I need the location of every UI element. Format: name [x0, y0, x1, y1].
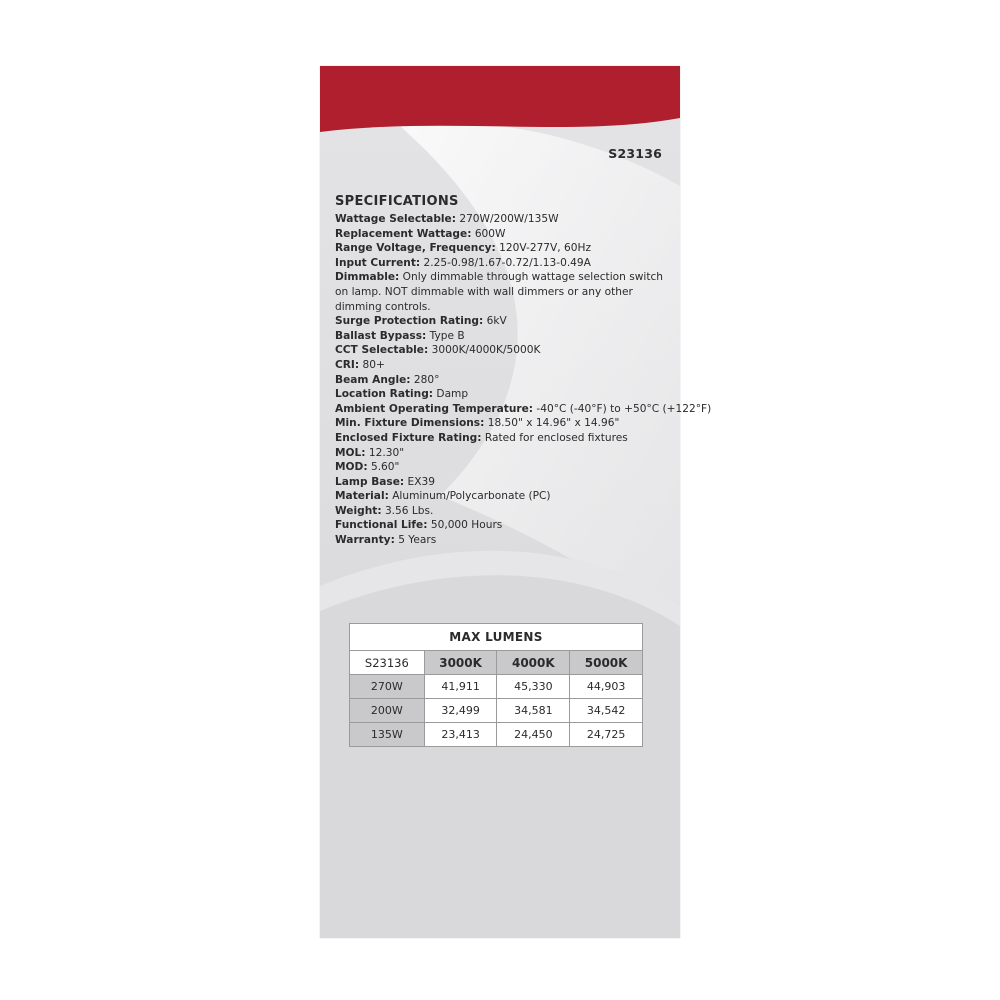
table-cell: 44,903 [570, 675, 643, 699]
table-row [350, 699, 643, 723]
spec-value: 12.30" [368, 446, 405, 459]
spec-line [335, 241, 670, 256]
spec-line [335, 533, 670, 548]
spec-line [335, 329, 670, 344]
spec-line [335, 270, 670, 314]
specifications-block [335, 194, 712, 548]
spec-value: 280° [413, 373, 440, 386]
spec-value: 6kV [486, 315, 507, 328]
spec-label: Input Current: [335, 256, 421, 269]
table-cell: 24,725 [570, 723, 643, 747]
spec-line [335, 446, 670, 461]
specifications-heading: SPECIFICATIONS [335, 194, 459, 209]
spec-value: Rated for enclosed fixtures [484, 431, 628, 444]
column-header: 5000K [570, 651, 643, 675]
spec-line [335, 314, 670, 329]
spec-line [335, 475, 670, 490]
spec-value: 3.56 Lbs. [384, 504, 434, 517]
spec-label: Weight: [335, 504, 382, 517]
table-cell: 34,542 [570, 699, 643, 723]
specifications-list [335, 212, 712, 548]
table-row [350, 723, 643, 747]
table-cell: 41,911 [424, 675, 497, 699]
table-cell: 23,413 [424, 723, 497, 747]
spec-line [335, 504, 670, 519]
spec-card [320, 66, 712, 938]
spec-label: Enclosed Fixture Rating: [335, 431, 482, 444]
spec-label: Surge Protection Rating: [335, 315, 484, 328]
row-label: 200W [350, 699, 425, 723]
spec-line [335, 256, 670, 271]
spec-value: 80+ [362, 358, 385, 371]
spec-line [335, 402, 712, 417]
spec-line [335, 358, 670, 373]
spec-label: Dimmable: [335, 271, 400, 284]
spec-value: EX39 [407, 475, 435, 488]
spec-label: Functional Life: [335, 519, 428, 532]
spec-label: Ambient Operating Temperature: [335, 402, 534, 415]
column-header: 4000K [497, 651, 570, 675]
spec-line [335, 431, 670, 446]
table-row [350, 675, 643, 699]
spec-label: Warranty: [335, 534, 395, 547]
spec-line [335, 489, 670, 504]
spec-value: 5.60" [370, 461, 400, 474]
spec-label: Material: [335, 490, 389, 503]
spec-line [335, 416, 670, 431]
spec-line [335, 387, 670, 402]
spec-value: 270W/200W/135W [459, 213, 559, 225]
spec-value: 120V-277V, 60Hz [499, 242, 592, 255]
spec-label: CRI: [335, 358, 360, 371]
spec-value: 50,000 Hours [430, 519, 503, 532]
spec-label: Beam Angle: [335, 373, 411, 386]
spec-value: -40°C (-40°F) to +50°C (+122°F) [536, 402, 712, 415]
spec-label: Min. Fixture Dimensions: [335, 417, 485, 430]
spec-value: Damp [436, 388, 469, 401]
spec-value: 2.25-0.98/1.67-0.72/1.13-0.49A [423, 256, 591, 269]
spec-label: Range Voltage, Frequency: [335, 242, 496, 255]
table-title: MAX LUMENS [350, 624, 643, 651]
spec-label: MOL: [335, 446, 366, 459]
row-label: 270W [350, 675, 425, 699]
spec-label: Location Rating: [335, 388, 434, 401]
spec-label: Ballast Bypass: [335, 329, 427, 342]
red-header-band [320, 66, 680, 132]
spec-label: Wattage Selectable: [335, 213, 456, 225]
model-number: S23136 [608, 146, 662, 161]
table-corner-model: S23136 [350, 651, 425, 675]
spec-value: 5 Years [398, 534, 437, 547]
max-lumens-table [349, 623, 643, 747]
spec-value: Type B [429, 329, 465, 342]
spec-value: 18.50" x 14.96" x 14.96" [487, 417, 620, 430]
spec-label: Lamp Base: [335, 475, 405, 488]
row-label: 135W [350, 723, 425, 747]
spec-label: CCT Selectable: [335, 344, 429, 357]
table-cell: 24,450 [497, 723, 570, 747]
spec-value: 600W [474, 227, 506, 240]
spec-value: Only dimmable through wattage selection switch on lamp. NOT dimmable with wall dimmers or any other dimming controls. [335, 271, 664, 313]
spec-line [335, 373, 670, 388]
spec-line [335, 460, 670, 475]
spec-line [335, 212, 670, 227]
table-cell: 34,581 [497, 699, 570, 723]
spec-label: MOD: [335, 461, 368, 474]
spec-value: 3000K/4000K/5000K [431, 344, 541, 357]
spec-line [335, 343, 670, 358]
spec-line [335, 518, 670, 533]
spec-line [335, 227, 670, 242]
spec-value: Aluminum/Polycarbonate (PC) [392, 490, 551, 503]
table-cell: 32,499 [424, 699, 497, 723]
spec-label: Replacement Wattage: [335, 227, 472, 240]
column-header: 3000K [424, 651, 497, 675]
table-cell: 45,330 [497, 675, 570, 699]
